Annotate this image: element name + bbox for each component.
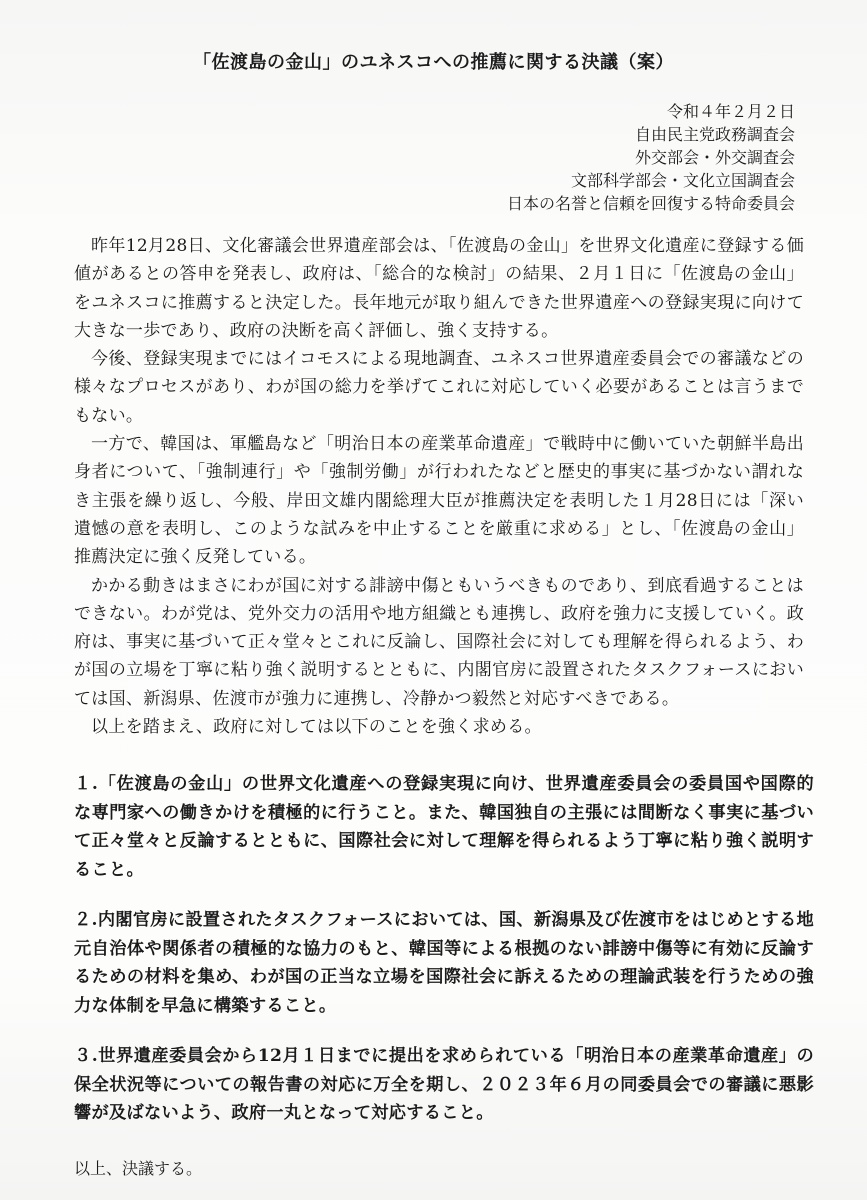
body-paragraph: 今後、登録実現までにはイコモスによる現地調査、ユネスコ世界遺産委員会での審議などの様々なプロセスがあり、わが国の総力を挙げてこれに対応していく必要があることは言うまでもない。 [74,349,804,426]
demand-list [74,770,814,1150]
closing-statement: 以上、決議する。 [74,1159,203,1178]
document-body [74,232,804,741]
body-paragraph: 以上を踏まえ、政府に対しては以下のことを強く求める。 [91,717,542,738]
body-paragraph: かかる動きはまさにわが国に対する誹謗中傷ともいうべきものであり、到底看過することはできない。わが党は、党外交力の活用や地方組織とも連携し、政府を強力に支援していく。政府は、事実に基づいて正々堂々とこれに反論し、国際社会に対しても理解を得られるよう、わが国の立場を丁寧に粘り強く説明するとともに、内閣官房に設置されたタスクフォースにおいては国、新潟県、佐渡市が強力に連携し、冷静かつ毅然と対応すべきである。 [74,575,804,709]
document-date: 令和４年２月２日 [666,102,795,121]
demand-item: ３.世界遺産委員会から12月１日までに提出を求められている「明治日本の産業革命遺産」の保全状況等についての報告書の対応に万全を期し、２０２３年６月の同委員会での審議に悪影響が及ばないよう、政府一丸となって対応すること。 [74,1046,814,1123]
body-paragraph: 昨年12月28日、文化審議会世界遺産部会は、「佐渡島の金山」を世界文化遺産に登録する価値があるとの答申を発表し、政府は、「総合的な検討」の結果、２月１日に「佐渡島の金山」をユネスコに推薦すると決定した。長年地元が取り組んできた世界遺産への登録実現に向けて大きな一歩であり、政府の決断を高く評価し、強く支持する。 [74,236,804,341]
organization-name: 文部科学部会・文化立国調査会 [570,171,795,190]
demand-item: ２.内閣官房に設置されたタスクフォースにおいては、国、新潟県及び佐渡市をはじめとする地元自治体や関係者の積極的な協力のもと、韓国等による根拠のない誹謗中傷等に有効に反論するための材料を集め、わが国の正当な立場を国際社会に訴えるための理論武装を行うための強力な体制を早急に構築すること。 [74,910,814,1016]
body-paragraph: 一方で、韓国は、軍艦島など「明治日本の産業革命遺産」で戦時中に働いていた朝鮮半島出身者について、「強制連行」や「強制労働」が行われたなどと歴史的事実に基づかない謂れなき主張を繰り返し、今般、岸田文雄内閣総理大臣が推薦決定を表明した１月28日には「深い遺憾の意を表明し、このような試みを中止することを厳重に求める」とし、「佐渡島の金山」推薦決定に強く反発している。 [74,434,804,568]
document-header-meta [507,100,795,215]
organization-name: 外交部会・外交調査会 [634,148,795,167]
organization-name: 日本の名誉と信頼を回復する特命委員会 [506,194,795,213]
document-title: 「佐渡島の金山」のユネスコへの推薦に関する決議（案） [193,52,674,73]
demand-item: １.「佐渡島の金山」の世界文化遺産への登録実現に向け、世界遺産委員会の委員国や国際的な専門家への働きかけを積極的に行うこと。また、韓国独自の主張には間断なく事実に基づいて正々堂々と反論するとともに、国際社会に対して理解を得られるよう丁寧に粘り強く説明すること。 [74,774,814,880]
organization-name: 自由民主党政務調査会 [634,125,795,144]
